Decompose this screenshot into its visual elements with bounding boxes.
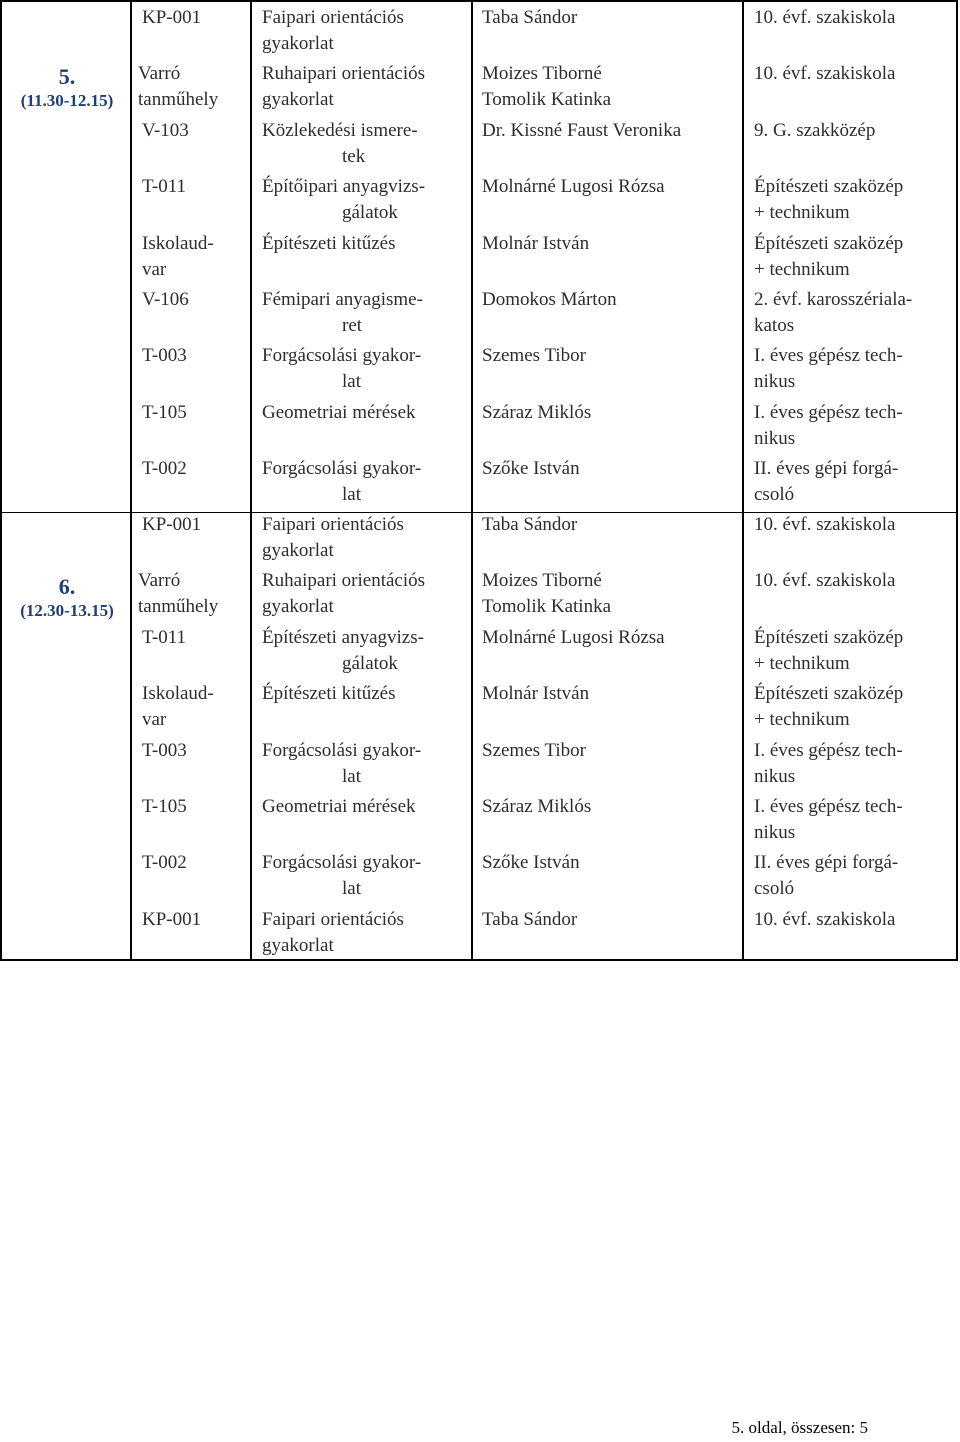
subject-cell bbox=[262, 456, 421, 508]
teacher-cell-line: Száraz Miklós bbox=[482, 402, 592, 423]
class-cell bbox=[754, 738, 903, 790]
class-cell bbox=[754, 118, 875, 144]
subject-cell-line: Építészeti kitűzés bbox=[262, 683, 396, 704]
period-time: (11.30-12.15) bbox=[20, 91, 114, 110]
room-cell bbox=[142, 118, 189, 144]
teacher-cell-line: Taba Sándor bbox=[482, 7, 578, 28]
teacher-cell-line: Tomolik Katinka bbox=[482, 89, 612, 110]
room-cell bbox=[142, 907, 201, 933]
subject-cell bbox=[262, 681, 395, 707]
class-cell-line: 9. G. szakközép bbox=[754, 120, 876, 141]
class-cell bbox=[754, 287, 912, 339]
teacher-cell-line: Moizes Tiborné bbox=[482, 63, 602, 84]
room-cell bbox=[142, 287, 189, 313]
class-cell-line: nikus bbox=[754, 822, 796, 843]
teacher-cell bbox=[482, 231, 589, 257]
teacher-cell-line: Domokos Márton bbox=[482, 289, 617, 310]
teacher-cell-line: Taba Sándor bbox=[482, 514, 578, 535]
column-divider bbox=[471, 2, 473, 959]
room-cell-line: T-105 bbox=[142, 402, 187, 423]
subject-cell-line: Építészeti anyagvizs- bbox=[262, 627, 424, 648]
class-cell-line: Építészeti szaközép bbox=[754, 683, 904, 704]
subject-cell-line: Forgácsolási gyakor- bbox=[262, 458, 422, 479]
period-6 bbox=[4, 574, 130, 622]
class-cell bbox=[754, 343, 903, 395]
teacher-cell-line: Tomolik Katinka bbox=[482, 596, 612, 617]
class-cell bbox=[754, 568, 895, 594]
teacher-cell-line: Dr. Kissné Faust Veronika bbox=[482, 120, 682, 141]
teacher-cell bbox=[482, 5, 577, 31]
subject-cell-line: gálatok bbox=[342, 202, 398, 223]
subject-cell-line: lat bbox=[342, 878, 361, 899]
room-cell-line: KP-001 bbox=[142, 514, 202, 535]
subject-cell-line: Építőipari anyagvizs- bbox=[262, 176, 426, 197]
subject-cell-line: Faipari orientációs bbox=[262, 909, 404, 930]
teacher-cell bbox=[482, 456, 580, 482]
class-cell-line: nikus bbox=[754, 428, 796, 449]
class-cell-line: I. éves gépész tech- bbox=[754, 345, 903, 366]
class-cell-line: + technikum bbox=[754, 259, 850, 280]
class-cell bbox=[754, 681, 903, 733]
room-cell-line: V-103 bbox=[142, 120, 189, 141]
teacher-cell-line: Száraz Miklós bbox=[482, 796, 592, 817]
room-cell bbox=[142, 681, 214, 733]
class-cell-line: 10. évf. szakiskola bbox=[754, 7, 896, 28]
class-cell bbox=[754, 174, 903, 226]
subject-cell-line: Geometriai mérések bbox=[262, 796, 416, 817]
teacher-cell-line: Moizes Tiborné bbox=[482, 570, 602, 591]
teacher-cell bbox=[482, 625, 665, 651]
class-cell bbox=[754, 400, 903, 452]
teacher-cell bbox=[482, 850, 580, 876]
class-cell-line: + technikum bbox=[754, 202, 850, 223]
subject-cell bbox=[262, 625, 424, 677]
class-cell-line: nikus bbox=[754, 766, 796, 787]
subject-cell-line: Közlekedési ismere- bbox=[262, 120, 418, 141]
room-cell bbox=[142, 794, 187, 820]
class-cell-line: Építészeti szaközép bbox=[754, 627, 904, 648]
teacher-cell-line: Szemes Tibor bbox=[482, 345, 586, 366]
room-cell bbox=[142, 512, 201, 538]
room-cell-line: var bbox=[142, 259, 167, 280]
period-5 bbox=[4, 64, 130, 112]
room-cell-line: var bbox=[142, 709, 167, 730]
room-cell-line: T-003 bbox=[142, 740, 187, 761]
subject-cell bbox=[262, 287, 423, 339]
class-cell bbox=[754, 456, 898, 508]
room-cell-line: Iskolaud- bbox=[142, 683, 214, 704]
room-cell-line: Varró bbox=[138, 63, 181, 84]
subject-cell bbox=[262, 907, 404, 959]
room-cell bbox=[142, 5, 201, 31]
subject-cell-line: gyakorlat bbox=[262, 596, 334, 617]
teacher-cell bbox=[482, 512, 577, 538]
subject-cell-line: gyakorlat bbox=[262, 89, 334, 110]
class-cell bbox=[754, 907, 895, 933]
teacher-cell bbox=[482, 738, 586, 764]
room-cell bbox=[142, 343, 187, 369]
room-cell-line: T-011 bbox=[142, 627, 186, 648]
teacher-cell-line: Szőke István bbox=[482, 852, 580, 873]
class-cell-line: 10. évf. szakiskola bbox=[754, 909, 896, 930]
room-cell bbox=[138, 568, 218, 620]
room-cell bbox=[142, 625, 186, 651]
column-divider bbox=[250, 2, 252, 959]
class-cell bbox=[754, 794, 903, 846]
room-cell-line: V-106 bbox=[142, 289, 189, 310]
room-cell-line: KP-001 bbox=[142, 909, 202, 930]
teacher-cell bbox=[482, 794, 591, 820]
teacher-cell-line: Molnárné Lugosi Rózsa bbox=[482, 176, 665, 197]
teacher-cell-line: Szemes Tibor bbox=[482, 740, 586, 761]
class-cell-line: I. éves gépész tech- bbox=[754, 402, 903, 423]
room-cell-line: T-002 bbox=[142, 852, 187, 873]
room-cell bbox=[142, 850, 187, 876]
class-cell bbox=[754, 5, 895, 31]
teacher-cell-line: Molnárné Lugosi Rózsa bbox=[482, 627, 665, 648]
class-cell-line: II. éves gépi forgá- bbox=[754, 458, 899, 479]
subject-cell-line: Forgácsolási gyakor- bbox=[262, 740, 422, 761]
class-cell-line: 10. évf. szakiskola bbox=[754, 570, 896, 591]
class-cell-line: nikus bbox=[754, 371, 796, 392]
teacher-cell bbox=[482, 174, 665, 200]
subject-cell bbox=[262, 118, 418, 170]
subject-cell-line: gyakorlat bbox=[262, 540, 334, 561]
subject-cell-line: lat bbox=[342, 371, 361, 392]
period-time: (12.30-13.15) bbox=[20, 601, 114, 620]
subject-cell-line: gyakorlat bbox=[262, 33, 334, 54]
room-cell bbox=[142, 400, 187, 426]
teacher-cell bbox=[482, 400, 591, 426]
subject-cell-line: Geometriai mérések bbox=[262, 402, 416, 423]
room-cell-line: tanműhely bbox=[138, 596, 219, 617]
class-cell-line: csoló bbox=[754, 484, 795, 505]
subject-cell-line: Forgácsolási gyakor- bbox=[262, 852, 422, 873]
subject-cell bbox=[262, 568, 425, 620]
subject-cell-line: Forgácsolási gyakor- bbox=[262, 345, 422, 366]
subject-cell-line: Ruhaipari orientációs bbox=[262, 570, 426, 591]
subject-cell bbox=[262, 5, 404, 57]
period-number: 5. bbox=[58, 64, 76, 89]
column-divider bbox=[130, 2, 132, 959]
class-cell bbox=[754, 850, 898, 902]
room-cell bbox=[142, 738, 187, 764]
teacher-cell-line: Molnár István bbox=[482, 683, 590, 704]
room-cell-line: T-003 bbox=[142, 345, 187, 366]
room-cell-line: KP-001 bbox=[142, 7, 202, 28]
class-cell-line: katos bbox=[754, 315, 795, 336]
class-cell-line: + technikum bbox=[754, 709, 850, 730]
subject-cell-line: Fémipari anyagisme- bbox=[262, 289, 423, 310]
class-cell-line: I. éves gépész tech- bbox=[754, 796, 903, 817]
room-cell-line: tanműhely bbox=[138, 89, 219, 110]
subject-cell-line: tek bbox=[342, 146, 366, 167]
subject-cell bbox=[262, 343, 421, 395]
column-divider bbox=[742, 2, 744, 959]
subject-cell bbox=[262, 794, 416, 820]
subject-cell bbox=[262, 738, 421, 790]
class-cell bbox=[754, 512, 895, 538]
subject-cell-line: gálatok bbox=[342, 653, 398, 674]
class-cell-line: II. éves gépi forgá- bbox=[754, 852, 899, 873]
room-cell bbox=[142, 174, 186, 200]
class-cell-line: 2. évf. karosszériala- bbox=[754, 289, 913, 310]
subject-cell bbox=[262, 512, 404, 564]
subject-cell-line: lat bbox=[342, 766, 361, 787]
teacher-cell-line: Taba Sándor bbox=[482, 909, 578, 930]
period-number: 6. bbox=[58, 574, 76, 599]
room-cell bbox=[142, 456, 187, 482]
class-cell-line: Építészeti szaközép bbox=[754, 233, 904, 254]
teacher-cell-line: Szőke István bbox=[482, 458, 580, 479]
teacher-cell bbox=[482, 287, 617, 313]
class-cell bbox=[754, 61, 895, 87]
teacher-cell-line: Molnár István bbox=[482, 233, 590, 254]
subject-cell-line: lat bbox=[342, 484, 361, 505]
class-cell bbox=[754, 231, 903, 283]
teacher-cell bbox=[482, 568, 611, 620]
teacher-cell bbox=[482, 61, 611, 113]
teacher-cell bbox=[482, 343, 586, 369]
subject-cell-line: gyakorlat bbox=[262, 935, 334, 956]
room-cell bbox=[142, 231, 214, 283]
room-cell bbox=[138, 61, 218, 113]
subject-cell-line: Ruhaipari orientációs bbox=[262, 63, 426, 84]
class-cell-line: I. éves gépész tech- bbox=[754, 740, 903, 761]
teacher-cell bbox=[482, 907, 577, 933]
room-cell-line: Varró bbox=[138, 570, 181, 591]
subject-cell-line: Faipari orientációs bbox=[262, 514, 404, 535]
subject-cell bbox=[262, 850, 421, 902]
class-cell-line: csoló bbox=[754, 878, 795, 899]
room-cell-line: T-105 bbox=[142, 796, 187, 817]
subject-cell bbox=[262, 174, 425, 226]
subject-cell bbox=[262, 400, 416, 426]
page-footer: 5. oldal, összesen: 5 bbox=[731, 1418, 868, 1437]
class-cell-line: 10. évf. szakiskola bbox=[754, 63, 896, 84]
class-cell-line: + technikum bbox=[754, 653, 850, 674]
subject-cell-line: Építészeti kitűzés bbox=[262, 233, 396, 254]
class-cell bbox=[754, 625, 903, 677]
teacher-cell bbox=[482, 118, 681, 144]
teacher-cell bbox=[482, 681, 589, 707]
room-cell-line: Iskolaud- bbox=[142, 233, 214, 254]
class-cell-line: Építészeti szaközép bbox=[754, 176, 904, 197]
subject-cell bbox=[262, 61, 425, 113]
room-cell-line: T-011 bbox=[142, 176, 186, 197]
subject-cell-line: ret bbox=[342, 315, 363, 336]
subject-cell bbox=[262, 231, 395, 257]
room-cell-line: T-002 bbox=[142, 458, 187, 479]
class-cell-line: 10. évf. szakiskola bbox=[754, 514, 896, 535]
subject-cell-line: Faipari orientációs bbox=[262, 7, 404, 28]
